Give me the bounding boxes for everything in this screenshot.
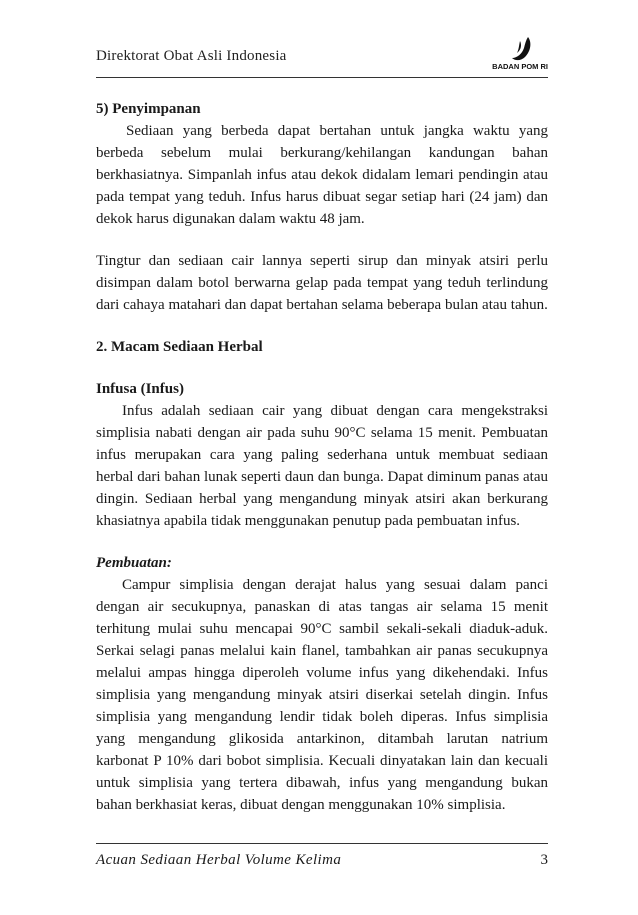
paragraph: Tingtur dan sediaan cair lannya seperti sirup dan minyak atsiri perlu disimpan dalam botol berwarna gelap pada tempat yang teduh terlindung dari cahaya matahari dan dapat bertahan selama beberapa bulan atau tahun. bbox=[96, 253, 548, 313]
page-body bbox=[96, 98, 548, 816]
page-number: 3 bbox=[540, 852, 548, 868]
paragraph: Campur simplisia dengan derajat halus yang sesuai dalam panci dengan air secukupnya, panaskan di atas tangas air selama 15 menit terhitung mulai suhu mencapai 90°C sambil sekali-sekali diaduk-aduk. Serkai selagi panas melalui kain flanel, tambahkan air panas secukupnya melalui ampas hingga diperoleh volume infus yang dikehendaki. Infus simplisia yang mengandung minyak atsiri diserkai setelah dingin. Infus simplisia yang mengandung lendir tidak boleh diperas. Infus simplisia yang mengandung glikosida antarkinon, ditambah larutan natrium karbonat P 10% dari bobot simplisia. Kecuali dinyatakan lain dan kecuali untuk simplisia yang tertera dibawah, infus yang mengandung bukan bahan berkhasiat keras, dibuat dengan menggunakan 10% simplisia. bbox=[96, 577, 548, 813]
subsection-heading-infusa: Infusa (Infus) bbox=[96, 381, 184, 397]
header-rule bbox=[96, 77, 548, 78]
pom-emblem-icon bbox=[508, 36, 536, 62]
paragraph: Infus adalah sediaan cair yang dibuat dengan cara mengekstraksi simplisia nabati dengan air pada suhu 90°C selama 15 menit. Pembuatan infus merupakan cara yang paling sederhana untuk membuat sediaan herbal dari bahan lunak seperti daun dan bunga. Dapat diminum panas atau dingin. Sediaan herbal yang mengandung minyak atsiri akan berkurang khasiatnya apabila tidak menggunakan penutup pada pembuatan infus. bbox=[96, 403, 548, 529]
subsection-heading-pembuatan: Pembuatan: bbox=[96, 555, 172, 571]
header-title: Direktorat Obat Asli Indonesia bbox=[96, 48, 287, 64]
logo-text: BADAN POM RI bbox=[492, 62, 548, 71]
badan-pom-logo bbox=[488, 36, 548, 74]
section-heading-penyimpanan: 5) Penyimpanan bbox=[96, 101, 201, 117]
paragraph: Sediaan yang berbeda dapat bertahan untuk jangka waktu yang berbeda sebelum mulai berkurang/kehilangan kandungan bahan berkhasiatnya. Simpanlah infus atau dekok didalam lemari pendingin atau pada tempat yang teduh. Infus harus dibuat segar setiap hari (24 jam) dan dekok harus digunakan dalam waktu 48 jam. bbox=[96, 123, 548, 227]
page-header bbox=[96, 36, 548, 76]
footer-rule bbox=[96, 843, 548, 844]
footer-title: Acuan Sediaan Herbal Volume Kelima bbox=[96, 852, 342, 868]
section-heading-macam-sediaan: 2. Macam Sediaan Herbal bbox=[96, 339, 263, 355]
